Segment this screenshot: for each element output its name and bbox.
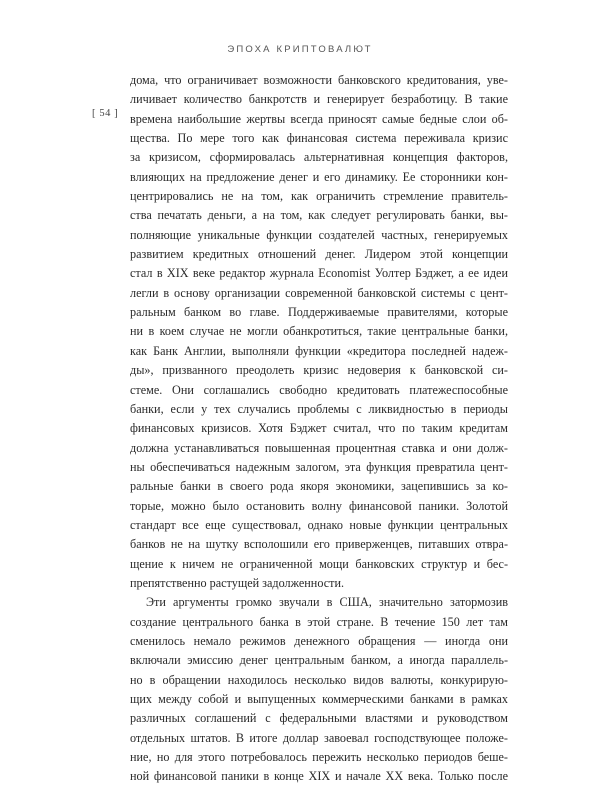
text-line: щества. По мере того как финансовая система переживала кризис: [130, 131, 508, 146]
text-line: создание центрального банка в этой стране. В течение 150 лет там: [130, 614, 508, 629]
text-line: за кризисом, сформировалась альтернативная концепция факторов,: [130, 150, 508, 165]
text-line: различных соглашений с федеральными властями и руководством: [130, 711, 508, 726]
text-line: финансовых кризисов. Хотя Бэджет считал, что по таким кредитам: [130, 421, 508, 436]
text-line: включали эмиссию денег центральным банком, а иногда параллель-: [130, 653, 508, 668]
text-line: должна устанавливаться повышенная процентная ставка и они долж-: [130, 440, 508, 455]
text-line: ние, но для этого потребовалось пережить несколько периодов беше-: [130, 750, 508, 765]
text-line: ды», призванного преодолеть кризис недоверия к банковской си-: [130, 363, 508, 378]
text-line: щих между собой и выпущенных коммерческими банками в рамках: [130, 692, 508, 706]
text-line: центрировались не на том, как ограничить стремление правитель-: [130, 189, 508, 204]
text-line: торые, можно было остановить волну финансовой паники. Золотой: [130, 498, 508, 513]
text-line: личивает количество банкротств и генерирует безработицу. В такие: [130, 92, 508, 107]
text-line: Эти аргументы громко звучали в США, значительно затормозив: [146, 595, 508, 610]
text-line: ства печатать деньги, а на том, как следует регулировать банки, вы-: [130, 208, 508, 223]
text-line: стал в XIX веке редактор журнала Economist Уолтер Бэджет, а ее идеи: [130, 266, 508, 281]
text-line: препятственно растущей задолженности.: [130, 575, 345, 590]
text-line: банков не на шутку всполошили его приверженцев, питавших отвра-: [130, 537, 508, 552]
text-line: легли в основу организации современной банковской системы с цент-: [130, 285, 508, 300]
text-line: ни в коем случае не могли обанкротиться, такие центральные банки,: [130, 324, 508, 339]
text-line: развитием кредитных отношений денег. Лидером этой концепции: [130, 247, 508, 262]
text-line: стандарт все еще существовал, однако новые функции центральных: [130, 517, 508, 532]
text-line: как Банк Англии, выполняли функции «кредитора последней надеж-: [130, 343, 508, 358]
paragraph: [130, 71, 508, 593]
text-line: ной финансовой паники в конце XIX и начале XX века. Только после: [130, 769, 508, 784]
text-line: щение к ничем не ограниченной мощи банковских структур и бес-: [130, 556, 508, 571]
text-line: ральным банком во главе. Поддерживаемые правителями, которые: [130, 305, 508, 320]
text-line: банки, если у тех случались проблемы с ликвидностью в периоды: [130, 401, 508, 416]
text-line: полняющие уникальные функции создателей частных, генерируемых: [130, 227, 508, 242]
text-line: но в обращении находилось несколько видов валюты, конкурирую-: [130, 672, 508, 687]
text-line: дома, что ограничивает возможности банковского кредитования, уве-: [130, 73, 508, 87]
text-line: ральные банки в своего рода якоря экономики, зацепившись за ко-: [130, 479, 508, 494]
text-line: стеме. Они соглашались свободно кредитовать платежеспособные: [130, 382, 508, 397]
paragraph: [130, 593, 508, 786]
page-number: [ 54 ]: [92, 108, 119, 119]
running-header: ЭПОХА КРИПТОВАЛЮТ: [227, 44, 373, 55]
body-text: [130, 71, 508, 787]
text-line: сменилось немало режимов денежного обращения — иногда они: [130, 633, 508, 648]
text-line: отдельных штатов. В итоге доллар завоевал господствующее положе-: [130, 730, 508, 745]
text-line: влияющих на предложение денег и его динамику. Ее сторонники кон-: [130, 169, 508, 184]
text-line: времена наибольшие жертвы всегда приносят самые бедные слои об-: [130, 111, 508, 126]
text-line: ны обеспечиваться надежным залогом, эта функция превратила цент-: [130, 459, 508, 474]
